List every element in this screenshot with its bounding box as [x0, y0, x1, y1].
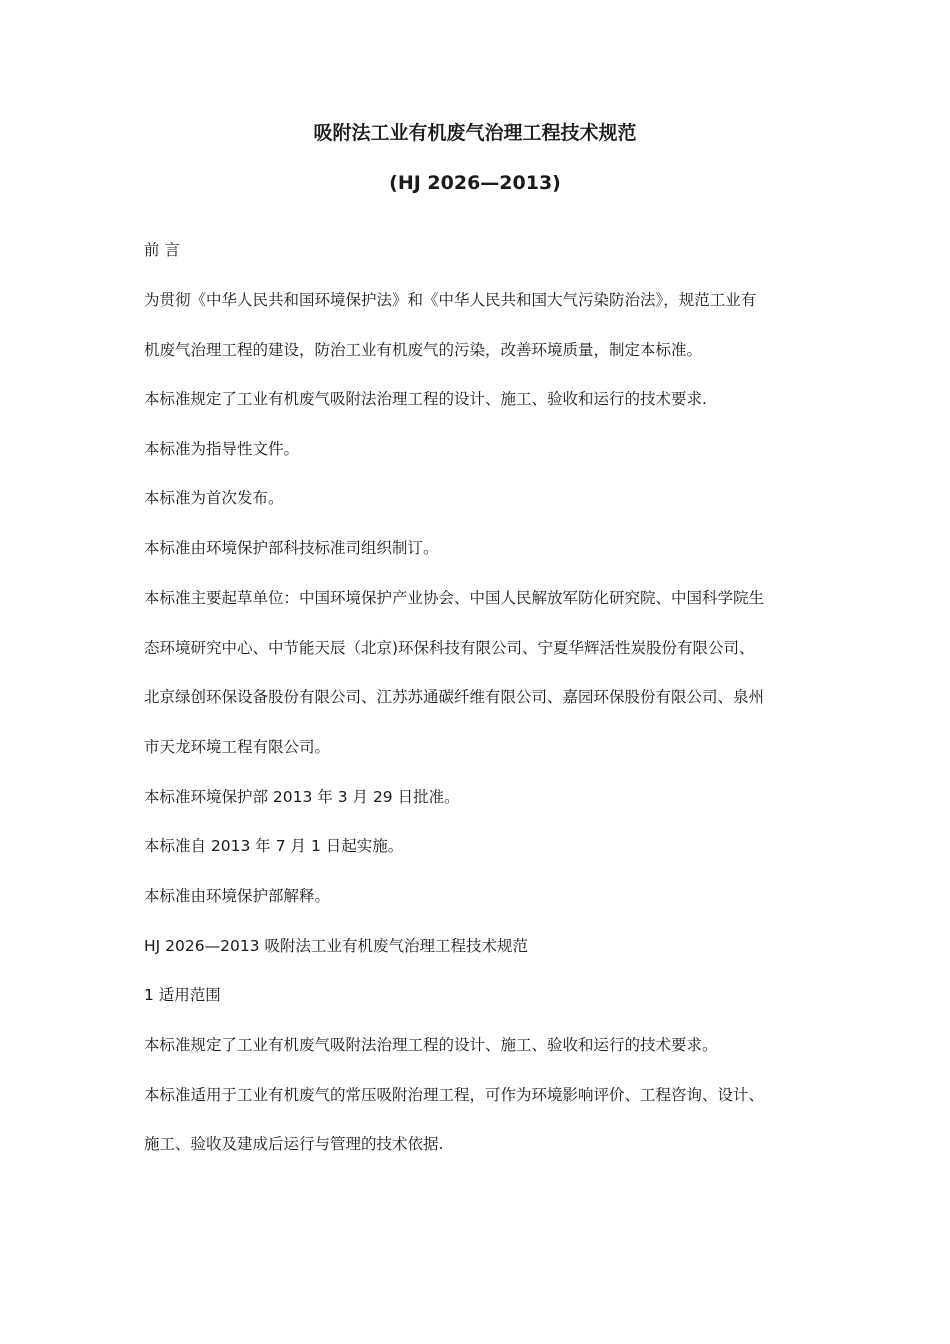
- paragraph-line: 本标准为指导性文件。: [144, 440, 300, 458]
- paragraph-line: 本标准自 2013 年 7 月 1 日起实施。: [144, 837, 404, 855]
- paragraph-line: 施工、验收及建成后运行与管理的技术依据.: [144, 1135, 444, 1153]
- paragraph-line: 市天龙环境工程有限公司。: [144, 738, 331, 756]
- paragraph-line: 本标准规定了工业有机废气吸附法治理工程的设计、施工、验收和运行的技术要求。: [144, 1036, 718, 1054]
- paragraph-line: 为贯彻《中华人民共和国环境保护法》和《中华人民共和国大气污染防治法》，规范工业有: [144, 291, 757, 309]
- document-code: (HJ 2026—2013): [389, 172, 561, 194]
- paragraph-line: 本标准规定了工业有机废气吸附法治理工程的设计、施工、验收和运行的技术要求.: [144, 390, 707, 408]
- paragraph-line: 机废气治理工程的建设，防治工业有机废气的污染，改善环境质量，制定本标准。: [144, 341, 703, 359]
- paragraph-line: 态环境研究中心、中节能天辰（北京)环保科技有限公司、宁夏华辉活性炭股份有限公司、: [144, 639, 755, 657]
- section-heading-scope: 1 适用范围: [144, 986, 221, 1004]
- paragraph-line: 本标准适用于工业有机废气的常压吸附治理工程，可作为环境影响评价、工程咨询、设计、: [144, 1086, 765, 1104]
- paragraph-line: 本标准由环境保护部科技标准司组织制订。: [144, 539, 439, 557]
- paragraph-line: 本标准环境保护部 2013 年 3 月 29 日批准。: [144, 788, 460, 806]
- section-heading-foreword: 前 言: [144, 241, 180, 259]
- paragraph-line: 本标准主要起草单位：中国环境保护产业协会、中国人民解放军防化研究院、中国科学院生: [144, 589, 765, 607]
- section-heading-standard: HJ 2026—2013 吸附法工业有机废气治理工程技术规范: [144, 937, 528, 955]
- paragraph-line: 本标准由环境保护部解释。: [144, 887, 331, 905]
- paragraph-line: 北京绿创环保设备股份有限公司、江苏苏通碳纤维有限公司、嘉园环保股份有限公司、泉州: [144, 688, 765, 706]
- paragraph-line: 本标准为首次发布。: [144, 489, 284, 507]
- document-title: 吸附法工业有机废气治理工程技术规范: [313, 122, 637, 144]
